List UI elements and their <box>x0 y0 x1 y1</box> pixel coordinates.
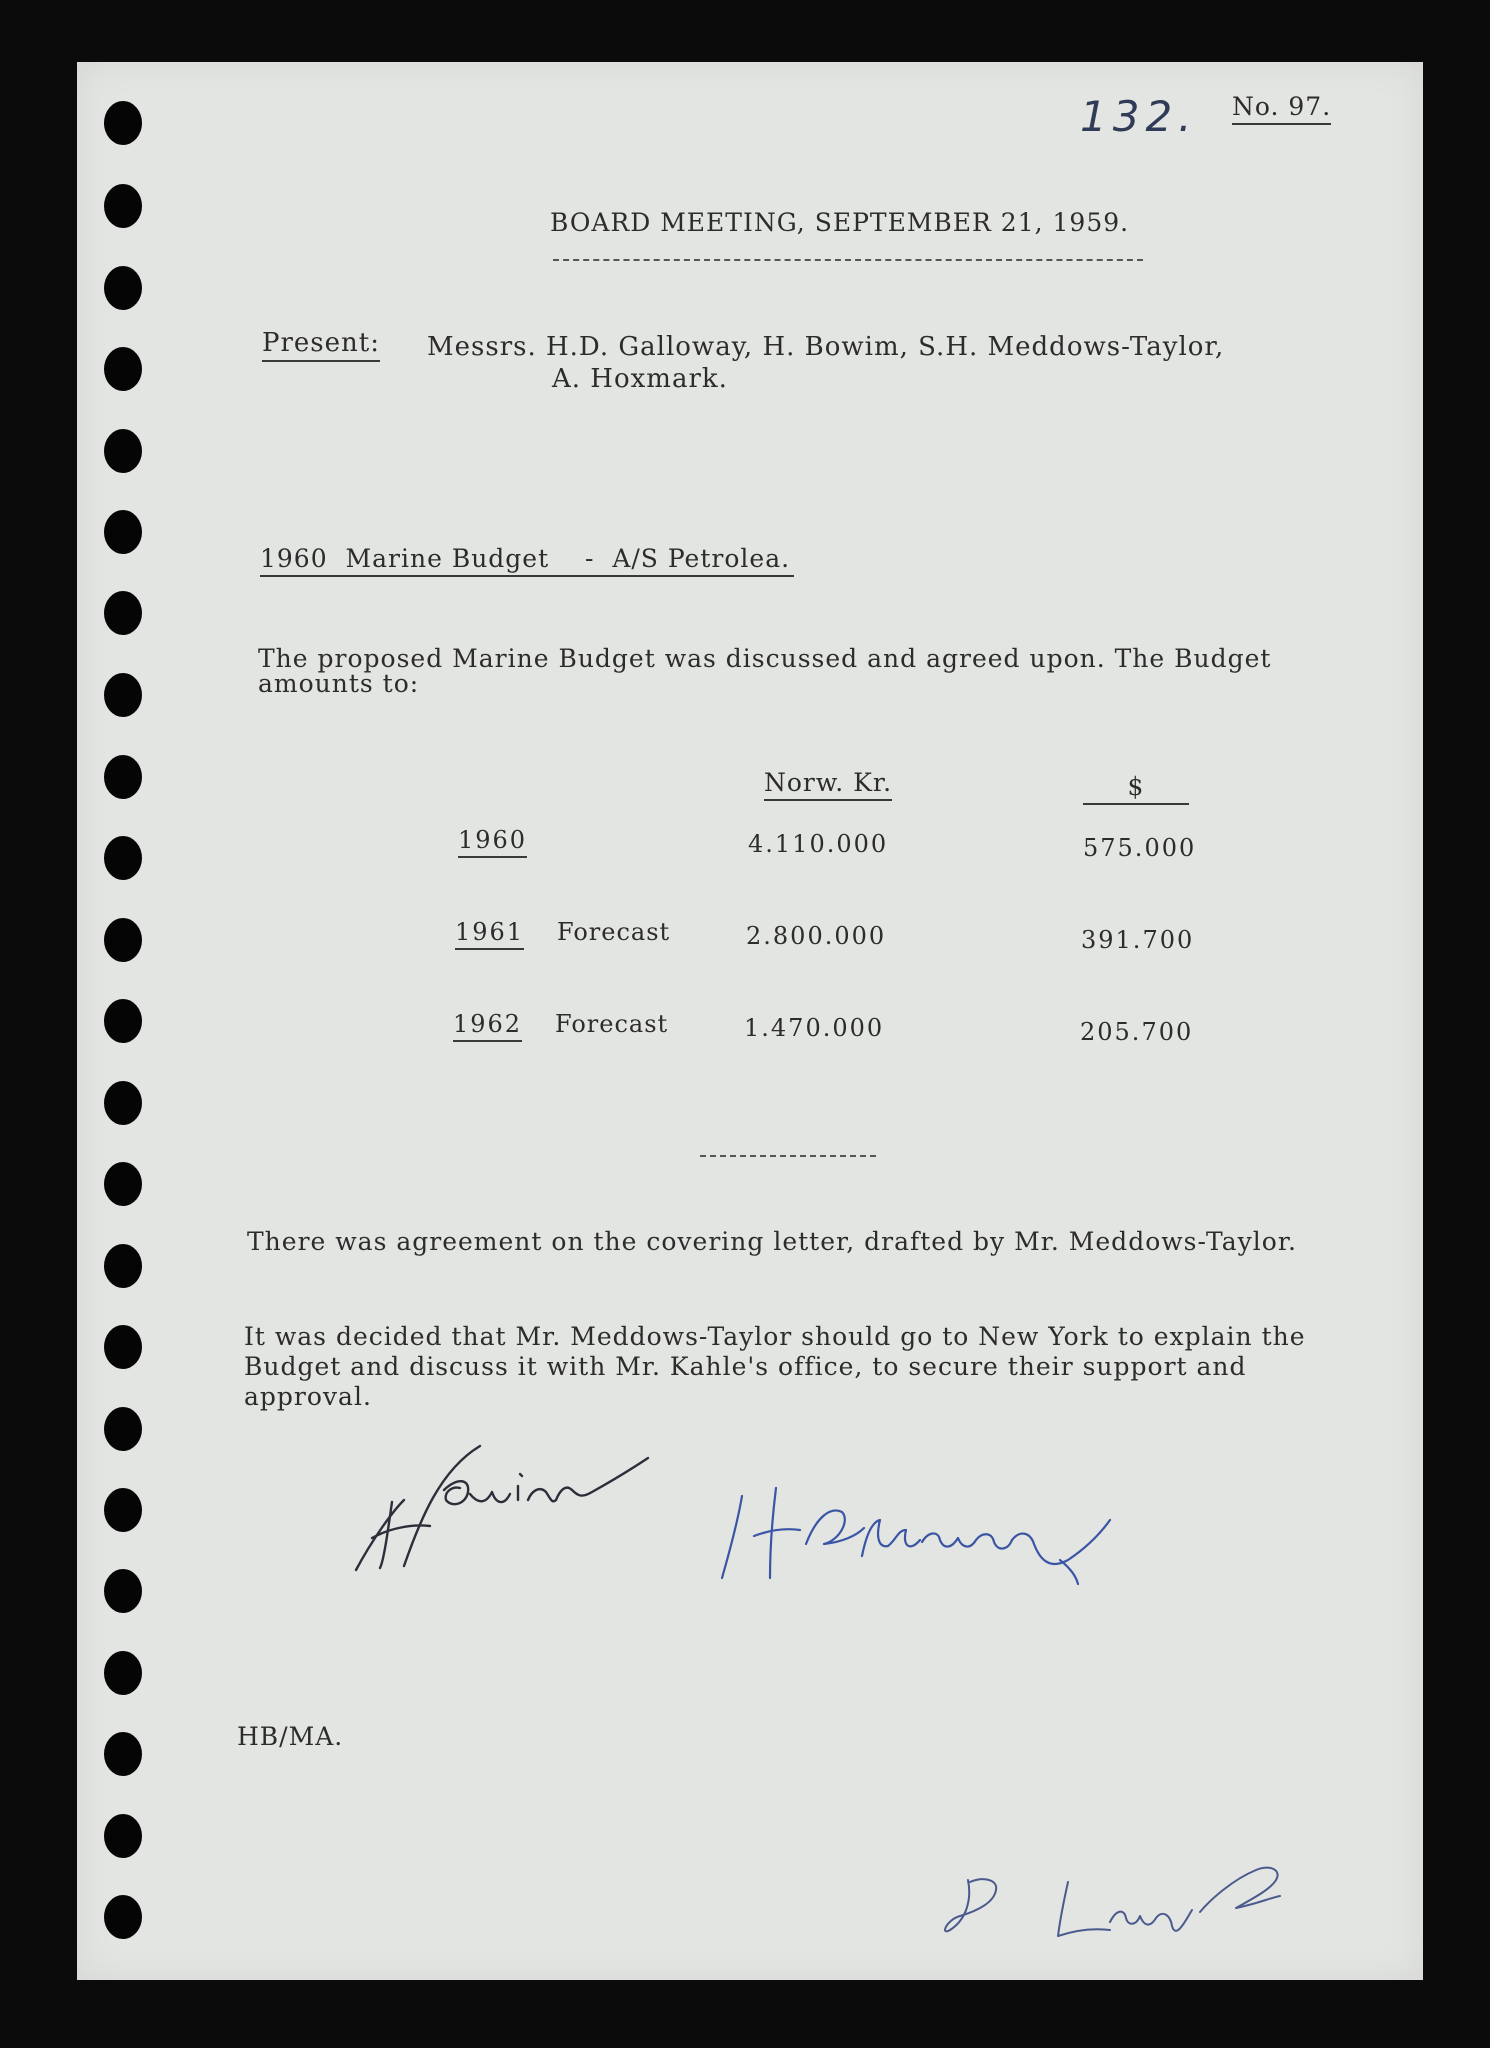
page-title: BOARD MEETING, SEPTEMBER 21, 1959. <box>550 208 1130 237</box>
section-year: 1960 <box>260 544 328 573</box>
header-nok: Norw. Kr. <box>764 768 892 801</box>
row-1962-note: Forecast <box>555 1010 669 1038</box>
signature-galloway <box>722 1488 1110 1584</box>
row-1962-usd: 205.700 <box>1080 1018 1194 1046</box>
header-usd: $ <box>1083 772 1189 805</box>
typist-initials: HB/MA. <box>237 1722 344 1751</box>
row-1961-year: 1961 <box>455 918 524 950</box>
row-1961-usd: 391.700 <box>1081 926 1195 954</box>
decision-paragraph-line-1: It was decided that Mr. Meddows-Taylor should go to New York to explain the <box>244 1322 1306 1351</box>
decision-paragraph-line-3: approval. <box>244 1382 372 1411</box>
row-1961-note: Forecast <box>557 918 671 946</box>
row-1960-usd: 575.000 <box>1083 834 1197 862</box>
decision-paragraph-line-2: Budget and discuss it with Mr. Kahle's office, to secure their support and <box>244 1352 1247 1381</box>
page-number: 132. <box>1080 92 1198 141</box>
row-1962-nok: 1.470.000 <box>744 1014 885 1042</box>
attendees-line-1: Messrs. H.D. Galloway, H. Bowim, S.H. Meddows-Taylor, <box>427 332 1225 362</box>
section-title: Marine Budget <box>345 544 550 573</box>
signature-bowim <box>356 1446 648 1570</box>
row-1960-nok: 4.110.000 <box>748 830 889 858</box>
intro-paragraph-line-2: amounts to: <box>258 669 420 698</box>
section-company: A/S Petrolea. <box>612 544 791 573</box>
row-1962-year: 1962 <box>453 1010 522 1042</box>
covering-letter-paragraph: There was agreement on the covering letter, drafted by Mr. Meddows-Taylor. <box>247 1227 1297 1256</box>
row-1960-year: 1960 <box>458 826 527 858</box>
row-1961-nok: 2.800.000 <box>746 922 887 950</box>
signature-initials-bottom <box>945 1868 1280 1936</box>
intro-paragraph-line-1: The proposed Marine Budget was discussed and agreed upon. The Budget <box>258 644 1272 673</box>
attendees-line-2: A. Hoxmark. <box>552 364 728 394</box>
section-separator: - <box>584 544 595 573</box>
present-label: Present: <box>262 328 380 362</box>
document-number: No. 97. <box>1232 92 1331 125</box>
